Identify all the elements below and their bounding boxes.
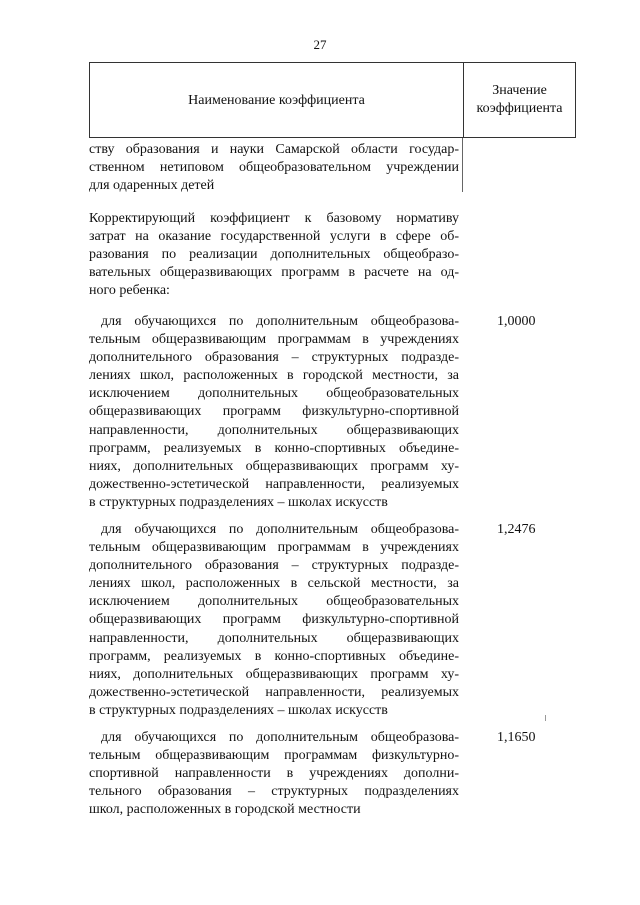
- text-line: ниях, дополнительных общеразвивающих программ ху-: [89, 666, 459, 682]
- text-line: общеразвивающих программ физкультурно-спортивной: [89, 404, 459, 420]
- text-line: спортивной направленности в учреждениях дополни-: [89, 766, 459, 782]
- coefficient-value: 1,0000: [497, 314, 536, 329]
- text-line: дополнительного образования – структурных подразде-: [89, 558, 459, 574]
- text-line: дополнительного образования – структурных подразде-: [89, 350, 459, 366]
- text-line: ниях, дополнительных общеразвивающих программ ху-: [89, 458, 459, 474]
- text-line: вательных общеразвивающих программ в расчете на од-: [89, 265, 459, 281]
- text-line: Корректирующий коэффициент к базовому нормативу: [89, 211, 459, 226]
- text-line: направленности, дополнительных общеразвивающих: [89, 422, 459, 438]
- text-line: разования по реализации дополнительных общеобразо-: [89, 247, 459, 263]
- header-value-line: Значение: [492, 83, 547, 98]
- coefficient-value: 1,2476: [497, 522, 536, 537]
- text-line: для одаренных детей: [89, 178, 215, 194]
- table-header: [89, 62, 576, 138]
- text-line: тельным общеразвивающим программам в учреждениях: [89, 540, 459, 556]
- text-line: в структурных подразделениях – школах искусств: [89, 702, 388, 718]
- text-line: направленности, дополнительных общеразвивающих: [89, 630, 459, 646]
- coefficient-value: 1,1650: [497, 730, 536, 745]
- text-line: программ, реализуемых в конно-спортивных объедине-: [89, 648, 459, 664]
- row-description: [89, 313, 459, 512]
- text-line: программ, реализуемых в конно-спортивных объедине-: [89, 440, 459, 456]
- header-value-line: коэффициента: [476, 101, 563, 116]
- text-line: для обучающихся по дополнительным общеобразова-: [101, 314, 459, 329]
- column-divider-mark: [545, 715, 546, 721]
- text-line: для обучающихся по дополнительным общеобразова-: [101, 522, 459, 537]
- text-line: ственном нетиповом общеобразовательном учреждении: [89, 160, 459, 176]
- text-line: лениях школ, расположенных в городской местности, за: [89, 368, 459, 384]
- text-line: тельным общеразвивающим программам в учреждениях: [89, 332, 459, 348]
- text-line: общеразвивающих программ физкультурно-спортивной: [89, 612, 459, 628]
- text-line: для обучающихся по дополнительным общеобразова-: [101, 730, 459, 745]
- text-line: тельным общеразвивающим программам физкультурно-: [89, 748, 459, 764]
- row-description: [89, 210, 459, 300]
- page-number: 27: [313, 37, 327, 52]
- row-description: [89, 521, 459, 720]
- text-line: дожественно-эстетической направленности, реализуемых: [89, 684, 459, 700]
- text-line: затрат на оказание государственной услуги в сфере об-: [89, 229, 459, 245]
- row-description: [89, 729, 459, 819]
- text-line: ного ребенка:: [89, 283, 170, 299]
- text-line: лениях школ, расположенных в сельской местности, за: [89, 576, 459, 592]
- text-line: ству образования и науки Самарской области государ-: [89, 142, 459, 157]
- header-name-column: Наименование коэффициента: [188, 93, 365, 108]
- text-line: школ, расположенных в городской местности: [89, 802, 361, 818]
- row-description: [89, 141, 459, 195]
- text-line: в структурных подразделениях – школах искусств: [89, 494, 388, 510]
- text-line: исключением дополнительных общеобразовательных: [89, 386, 459, 402]
- text-line: исключением дополнительных общеобразовательных: [89, 594, 459, 610]
- header-value-column: [463, 63, 575, 137]
- text-line: тельного образования – структурных подразделениях: [89, 784, 459, 800]
- text-line: дожественно-эстетической направленности, реализуемых: [89, 476, 459, 492]
- column-divider: [462, 138, 463, 192]
